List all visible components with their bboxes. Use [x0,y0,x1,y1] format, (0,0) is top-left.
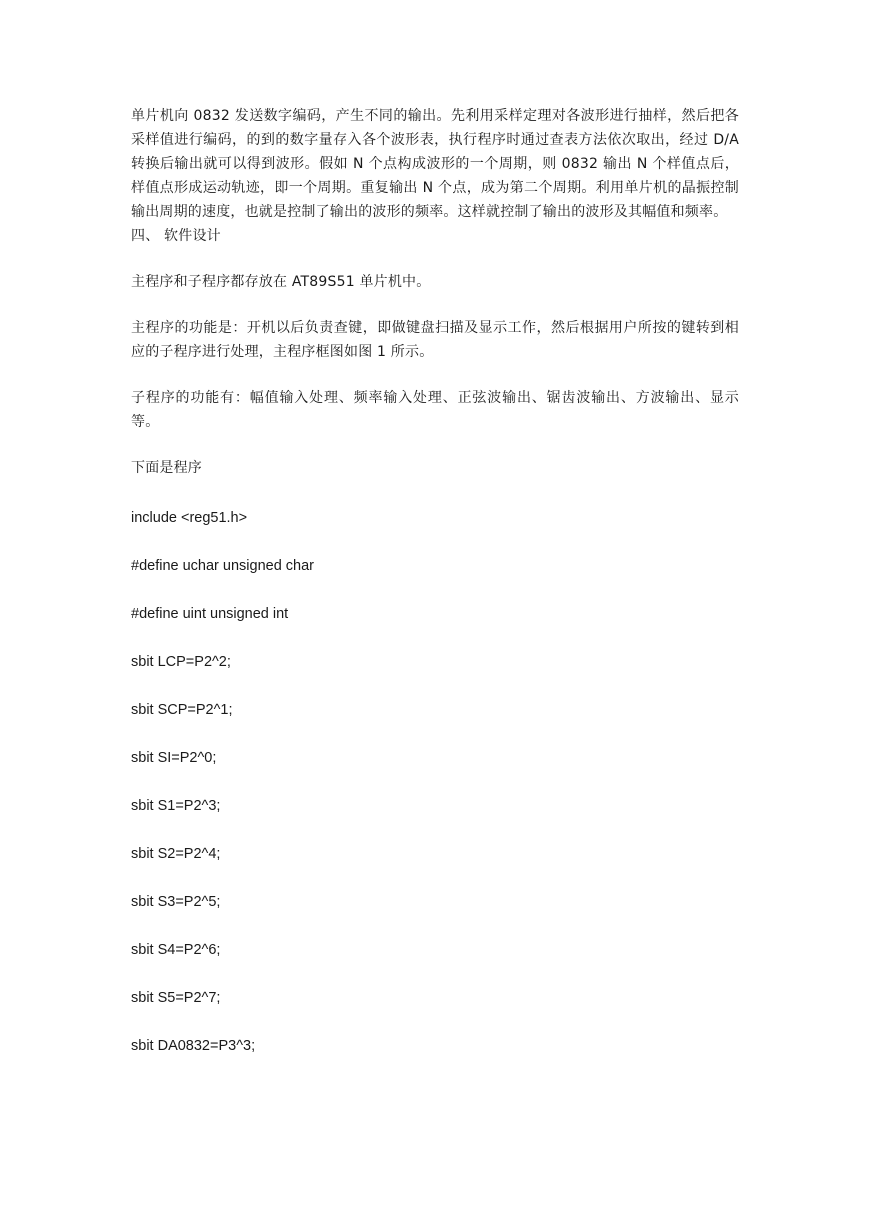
main-program-paragraph: 主程序的功能是：开机以后负责查键，即做键盘扫描及显示工作，然后根据用户所按的键转到相应的子程序进行处理，主程序框图如图 1 所示。 [131,320,739,360]
program-intro: 下面是程序 [131,460,202,476]
intro-paragraph: 单片机向 0832 发送数字编码，产生不同的输出。先利用采样定理对各波形进行抽样，然后把各采样值进行编码，的到的数字量存入各个波形表，执行程序时通过查表方法依次取出，经过 D/A 转换后输出就可以得到波形。假如 N 个点构成波形的一个周期，则 0832 输出 N 个样值点后，样值点形成运动轨迹，即一个周期。重复输出 N 个点，成为第二个周期。利用单片机的晶振控制输出周期的速度，也就是控制了输出的波形的频率。这样就控制了输出的波形及其幅值和频率。 [131,108,739,220]
code-line: sbit SI=P2^0; [131,750,217,766]
sub-program-paragraph: 子程序的功能有：幅值输入处理、频率输入处理、正弦波输出、锯齿波输出、方波输出、显示等。 [131,390,739,430]
code-line: #define uchar unsigned char [131,558,314,574]
code-line: sbit LCP=P2^2; [131,654,231,670]
code-line: sbit DA0832=P3^3; [131,1038,256,1054]
code-line: sbit S1=P2^3; [131,798,221,814]
document-body [131,104,739,1058]
section-heading: 四、 软件设计 [131,228,221,244]
storage-paragraph: 主程序和子程序都存放在 AT89S51 单片机中。 [131,274,431,290]
code-line: sbit S5=P2^7; [131,990,221,1006]
code-line: sbit S4=P2^6; [131,942,221,958]
code-listing [131,506,739,1058]
code-line: sbit S2=P2^4; [131,846,221,862]
code-line: #define uint unsigned int [131,606,289,622]
code-line: include <reg51.h> [131,510,248,526]
code-line: sbit SCP=P2^1; [131,702,233,718]
code-line: sbit S3=P2^5; [131,894,221,910]
